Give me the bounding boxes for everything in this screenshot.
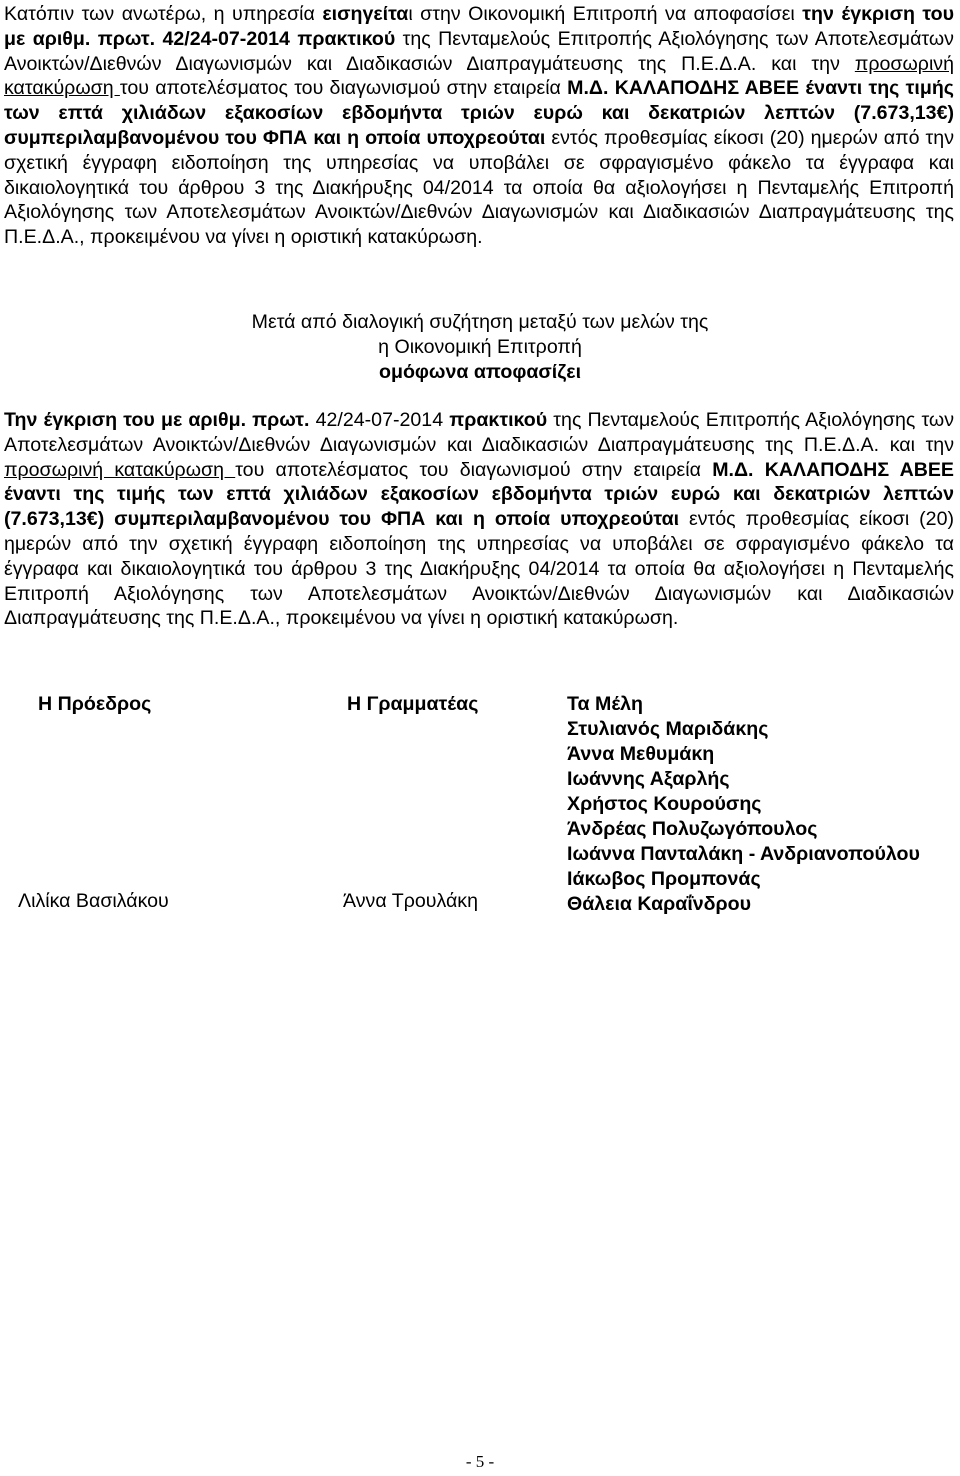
text-run: Μ.Δ. ΚΑΛΑΠΟΔΗΣ ΑΒΕΕ έναντι της τιμής των επτά χιλιάδων εξακοσίων εβδομήντα τριών ευρώ και δεκατριών λεπτών (7.673,13€) συμπεριλαμβανομένου του ΦΠΑ και η οποία υποχρεούται — [4, 77, 954, 149]
deliberation-line-2: η Οικονομική Επιτροπή — [378, 336, 582, 358]
members-signature — [567, 692, 920, 917]
text-run: Μ.Δ. ΚΑΛΑΠΟΔΗΣ ΑΒΕΕ έναντι της τιμής των επτά χιλιάδων εξακοσίων εβδομήντα τριών ευρώ και δεκατριών λεπτών (7.673,13€) συμπεριλαμβανομένου του ΦΠΑ και η οποία υποχρεούται — [4, 458, 955, 531]
president-name: Λιλίκα Βασιλάκου — [18, 890, 169, 912]
members-title: Τα Μέλη — [567, 693, 644, 715]
text-run: προσωρινή κατακύρωση — [4, 52, 954, 100]
secretary-name-block — [343, 889, 478, 914]
text-run: του αποτελέσματος του διαγωνισμού στην εταιρεία — [235, 458, 713, 481]
president-name-block — [18, 889, 169, 914]
text-run: ι στην Οικονομική Επιτροπή να αποφασίσει — [408, 3, 803, 25]
deliberation-block — [0, 310, 960, 385]
decision-heading: ομόφωνα αποφασίζει — [378, 361, 582, 383]
member-name: Άννα Μεθυμάκη — [567, 743, 715, 765]
member-name: Χρήστος Κουρούσης — [567, 793, 762, 815]
member-name: Άνδρέας Πολυζωγόπουλος — [567, 818, 818, 840]
text-run: της Πενταμελούς Επιτροπής Αξιολόγησης των Αποτελεσμάτων Ανοικτών/Διεθνών Διαγωνισμών και Διαδικασιών Διαπραγμάτευσης της Π.Ε.Δ.Α. και την — [4, 409, 955, 456]
text-run: την έγκριση του με αριθμ. πρωτ. 42/24-07-2014 πρακτικού — [4, 3, 955, 50]
text-run: πρακτικού — [449, 409, 548, 431]
page-number: - 5 - — [465, 1452, 495, 1471]
text-run: εντός προθεσμίας είκοσι (20) ημερών από την σχετική έγγραφη ειδοποίηση της υπηρεσίας να υποβάλει σε σφραγισμένο φάκελο τα έγγραφα και δικαιολογητικά του άρθρου 3 της Διακήρυξης 04/2014 τα οποία θα αξιολογήσει η Πενταμελής Επιτροπή Αξιολόγησης των Αποτελεσμάτων Ανοικτών/Διεθνών Διαγωνισμών και Διαδικασιών Διαπραγμάτευσης της Π.Ε.Δ.Α., προκειμένου να γίνει η οριστική κατακύρωση. — [4, 508, 954, 630]
text-run: του αποτελέσματος του διαγωνισμού στην εταιρεία — [119, 77, 568, 100]
text-run: της Πενταμελούς Επιτροπής Αξιολόγησης των Αποτελεσμάτων Ανοικτών/Διεθνών Διαγωνισμών και Διαδικασιών Διαπραγμάτευσης της Π.Ε.Δ.Α. και την — [4, 27, 954, 75]
president-signature — [38, 692, 151, 717]
text-run: Την έγκριση του με αριθμ. πρωτ. — [4, 409, 310, 431]
text-run: 42/24-07-2014 — [309, 409, 450, 431]
member-name: Ιάκωβος Προμπονάς — [567, 868, 761, 890]
secretary-title: Η Γραμματέας — [347, 693, 479, 715]
member-name: Θάλεια Καραΐνδρου — [567, 893, 752, 915]
text-run: προσωρινή κατακύρωση — [4, 458, 236, 481]
secretary-name: Άννα Τρουλάκη — [343, 890, 478, 912]
proposal-paragraph — [4, 2, 954, 250]
president-title: Η Πρόεδρος — [38, 693, 152, 715]
text-run: Διακήρυξης 04/2014 — [312, 176, 494, 199]
text-run: Κατόπιν των ανωτέρω, η υπηρεσία — [4, 3, 323, 25]
decision-paragraph — [4, 408, 954, 631]
text-run: τα οποία θα αξιολογήσει η Πενταμελής Επιτροπή Αξιολόγησης των Αποτελεσμάτων Ανοικτών/Διεθνών Διαγωνισμών και Διαδικασιών Διαπραγμάτευσης της Π.Ε.Δ.Α., προκειμένου να γίνει η οριστική κατακύρωση. — [4, 176, 954, 249]
member-name: Ιωάννης Αξαρλής — [567, 768, 730, 790]
text-run: εισηγείτα — [322, 3, 409, 25]
secretary-signature — [347, 692, 478, 717]
member-name: Στυλιανός Μαριδάκης — [567, 718, 769, 740]
member-name: Ιωάννα Πανταλάκη - Ανδριανοπούλου — [567, 843, 920, 865]
deliberation-line-1: Μετά από διαλογική συζήτηση μεταξύ των μελών της — [251, 311, 709, 333]
text-run: εντός προθεσμίας είκοσι (20) ημερών από την σχετική έγγραφη ειδοποίηση της υπηρεσίας να υποβάλει σε σφραγισμένο φάκελο τα έγγραφα και δικαιολογητικά του άρθρου 3 της — [4, 126, 954, 199]
